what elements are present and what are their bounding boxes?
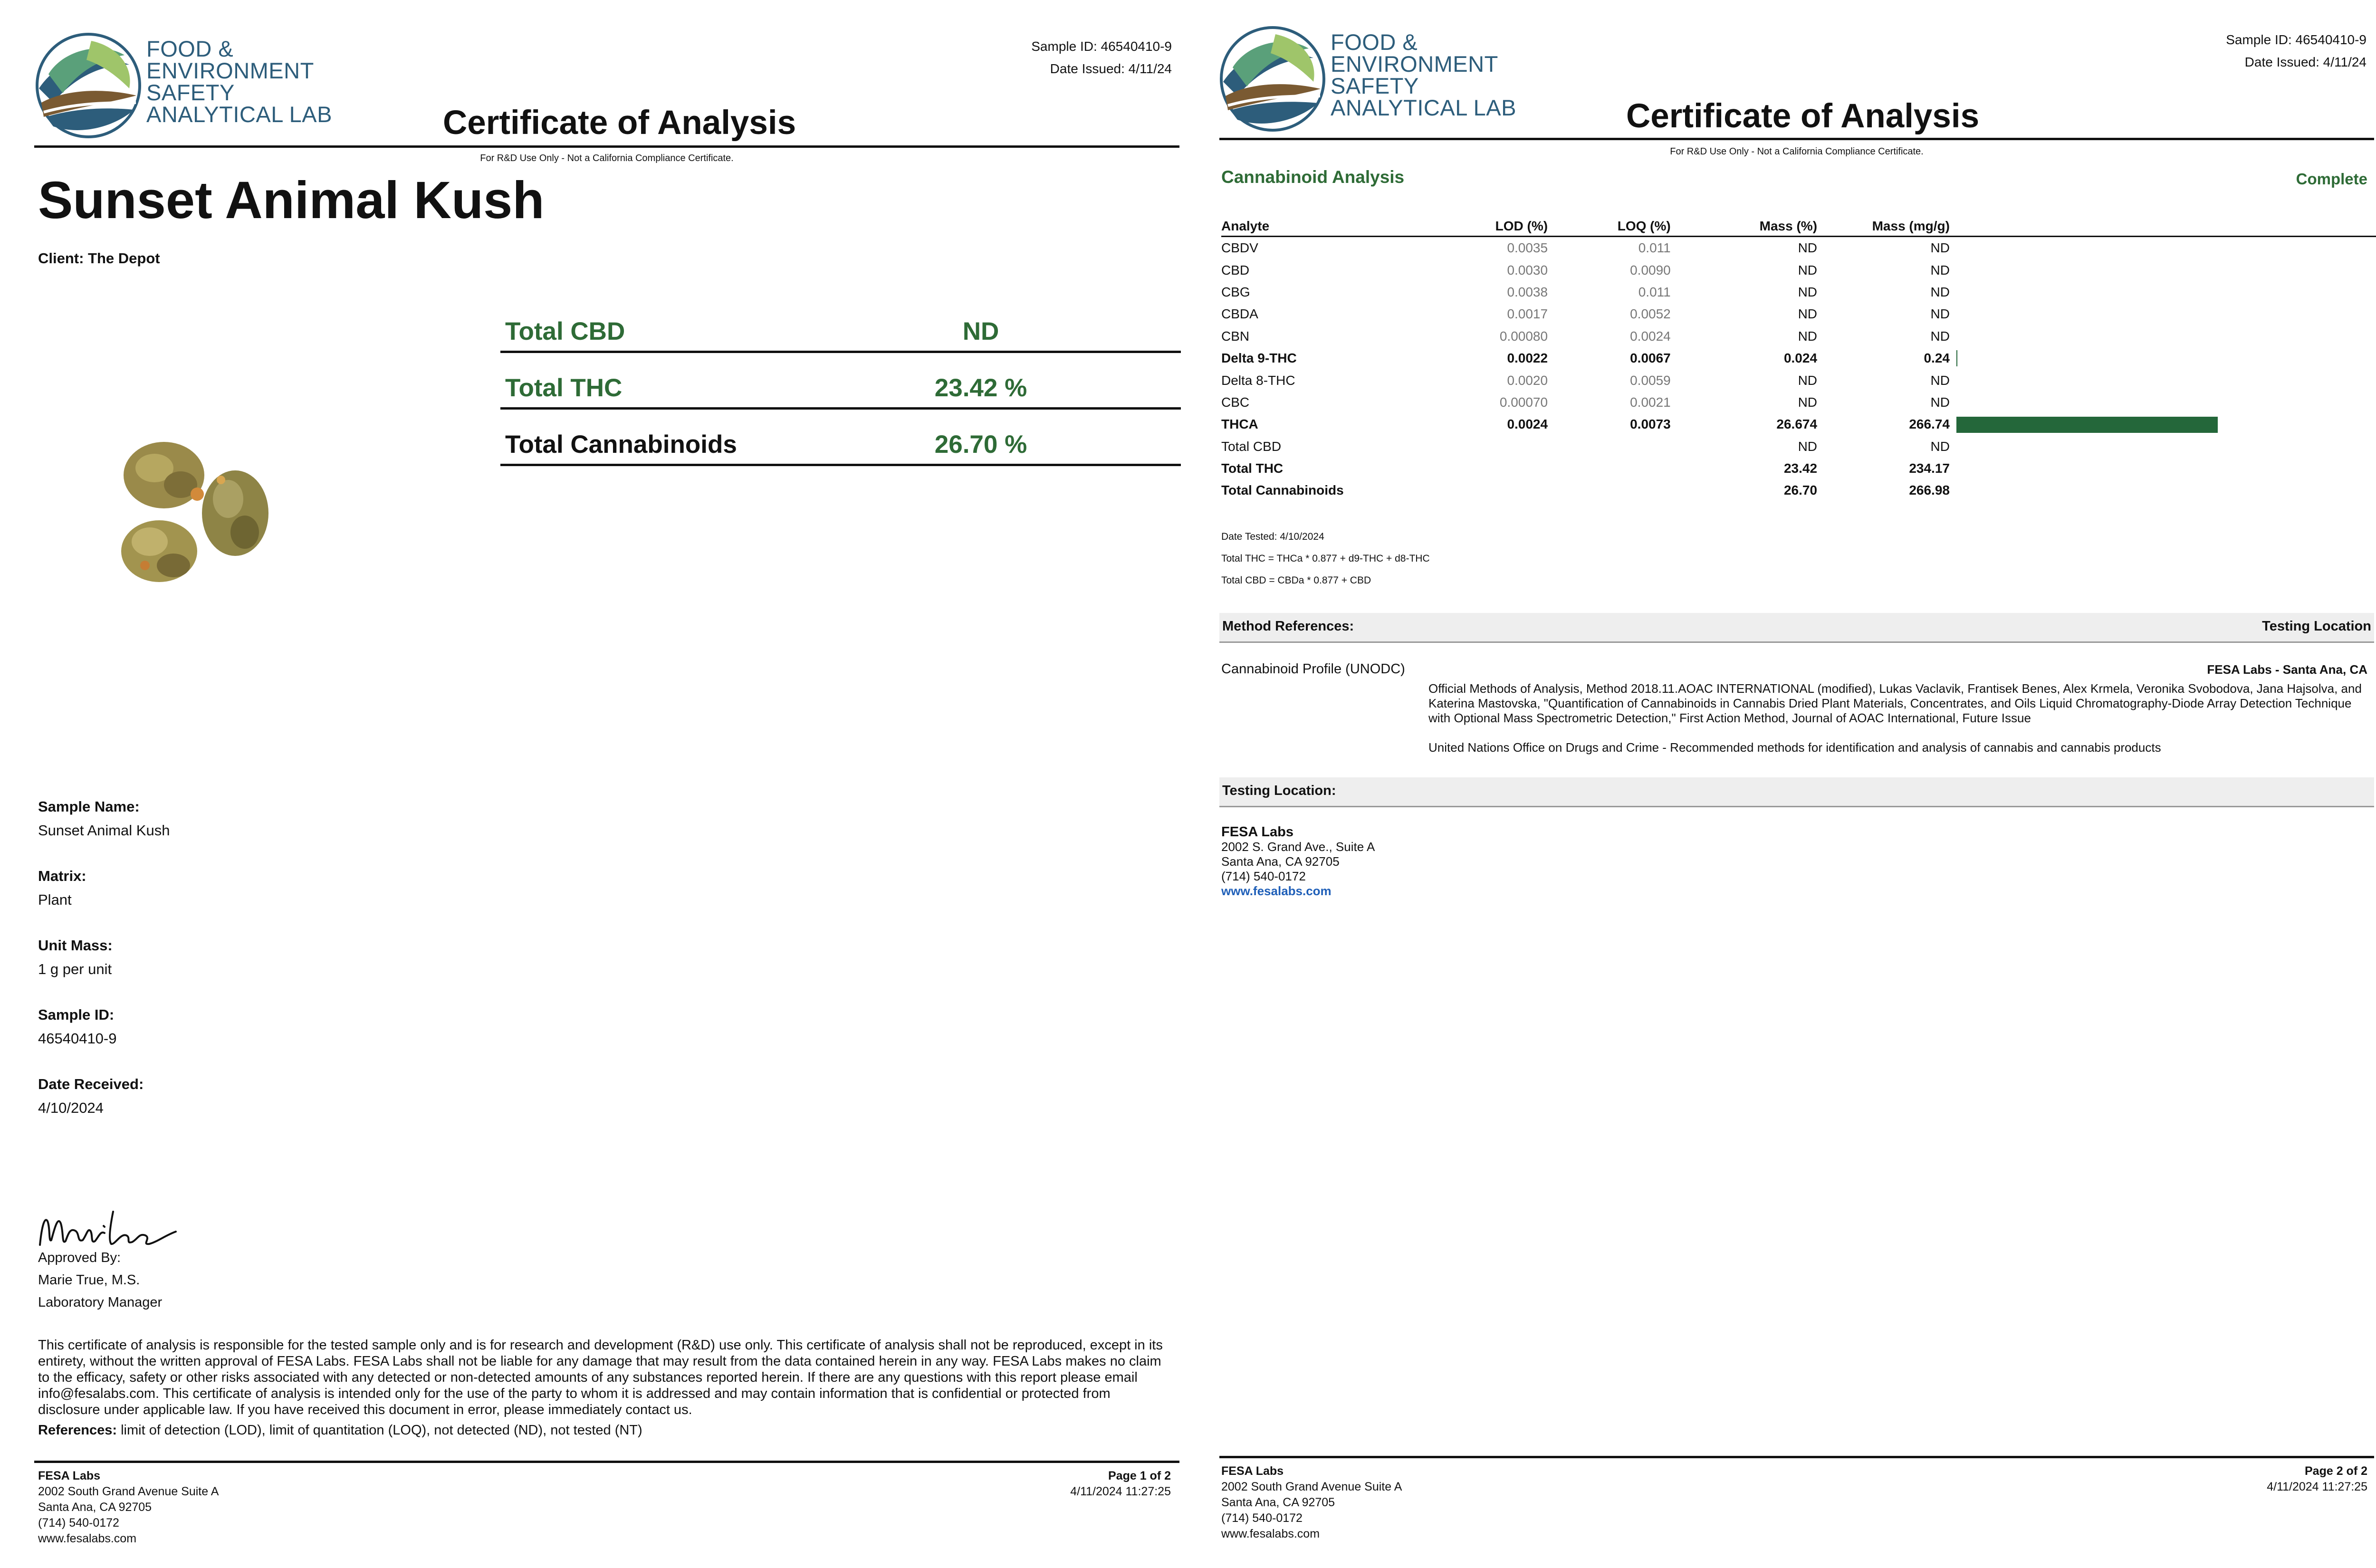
mass-mg-cell: ND [1930, 284, 1950, 299]
header-meta [2226, 29, 2366, 73]
bar-cell [1950, 369, 2376, 391]
summary-label: Total THC [505, 374, 623, 402]
mass-pct-cell: 23.42 [1783, 461, 1818, 476]
footer-page-info [2267, 1463, 2367, 1495]
header-divider [1219, 138, 2374, 140]
method-name: Cannabinoid Profile (UNODC) [1221, 661, 1405, 677]
info-label-date-received: Date Received: [38, 1076, 144, 1092]
lod-cell: 0.0022 [1507, 351, 1548, 366]
info-value-sample-name: Sunset Animal Kush [38, 822, 170, 839]
header-meta [1031, 35, 1172, 80]
bar-cell [1950, 259, 2376, 281]
loq-cell [1548, 458, 1671, 479]
mass-pct-cell: ND [1798, 240, 1818, 256]
col-lod: LOD (%) [1486, 217, 1548, 237]
footer-phone: (714) 540-0172 [1221, 1511, 1303, 1525]
mass-pct-cell: ND [1798, 394, 1818, 410]
method-reference-1: Official Methods of Analysis, Method 2018.11.AOAC INTERNATIONAL (modified), Lukas Vaclavik, Frantisek Benes, Alex Krmela, Veronika Svobodova, Jana Hajsolva, and Katerina Mastovska, "Quantification of Cannabinoids in Cannabis Dried Plant Materials, Concentrates, and Oils Liquid Chromatography-Diode Array Detection Technique with Optional Mass Spectrometric Detection," First Action Method, Journal of AOAC International, Future Issue [1428, 681, 2362, 725]
lod-cell [1486, 458, 1548, 479]
logo-line: FOOD & [1331, 29, 1418, 55]
bar-cell [1950, 413, 2376, 435]
analyte-cell: CBG [1221, 284, 1250, 299]
loq-cell: 0.0059 [1630, 373, 1671, 388]
references-line [38, 1423, 642, 1438]
approver-title: Laboratory Manager [38, 1295, 163, 1310]
analyte-cell: CBDA [1221, 306, 1258, 322]
table-row [1221, 237, 2376, 259]
lod-cell: 0.0017 [1507, 306, 1548, 322]
bar-cell [1950, 436, 2376, 458]
footer-street: 2002 South Grand Avenue Suite A [38, 1485, 219, 1498]
page-title: Certificate of Analysis [443, 104, 796, 142]
summary-row-total-thc [500, 353, 1181, 410]
mass-pct-cell: ND [1798, 373, 1818, 388]
method-references-label: Method References: [1222, 619, 1354, 634]
table-row [1221, 259, 2376, 281]
table-row [1221, 479, 2376, 501]
footer-website[interactable]: www.fesalabs.com [38, 1532, 137, 1545]
mass-mg-cell: ND [1930, 394, 1950, 410]
lod-cell: 0.00070 [1499, 394, 1548, 410]
compliance-note: For R&D Use Only - Not a California Compliance Certificate. [480, 153, 734, 163]
mass-mg-cell: ND [1930, 306, 1950, 322]
mass-pct-cell: ND [1798, 284, 1818, 299]
location-website-link[interactable]: www.fesalabs.com [1221, 884, 1332, 898]
lod-cell: 0.0020 [1507, 373, 1548, 388]
info-value-sample-id: 46540410-9 [38, 1030, 117, 1047]
info-label-unit-mass: Unit Mass: [38, 937, 113, 954]
loq-cell: 0.0067 [1630, 351, 1671, 366]
loq-cell: 0.0090 [1630, 262, 1671, 277]
table-row [1221, 369, 2376, 391]
lod-cell: 0.0038 [1507, 284, 1548, 299]
sample-id-label: Sample ID: 46540410-9 [2226, 32, 2366, 47]
mass-mg-cell: ND [1930, 240, 1950, 256]
formula-total-cbd: Total CBD = CBDa * 0.877 + CBD [1221, 575, 1371, 586]
references-label: References: [38, 1423, 117, 1438]
lod-cell: 0.0035 [1507, 240, 1548, 256]
mass-pct-cell: ND [1798, 328, 1818, 344]
summary-row-total-cbd [500, 296, 1181, 353]
mass-pct-cell: ND [1798, 306, 1818, 322]
lab-logo [1218, 25, 1516, 143]
footer-page-info [1070, 1468, 1171, 1500]
analyte-cell: Delta 9-THC [1221, 351, 1297, 366]
method-location: FESA Labs - Santa Ana, CA [2207, 662, 2367, 677]
date-tested: Date Tested: 4/10/2024 [1221, 531, 1324, 542]
product-name: Sunset Animal Kush [38, 171, 545, 229]
mass-pct-cell: 0.024 [1783, 351, 1818, 366]
loq-cell [1548, 436, 1671, 458]
mass-mg-cell: ND [1930, 373, 1950, 388]
mass-mg-cell: ND [1930, 328, 1950, 344]
location-city: Santa Ana, CA 92705 [1221, 854, 1340, 869]
mass-mg-cell: ND [1930, 262, 1950, 277]
analyte-cell: Total Cannabinoids [1221, 483, 1344, 498]
col-bar [1950, 217, 2376, 237]
mass-mg-cell: ND [1930, 439, 1950, 454]
footer-street: 2002 South Grand Avenue Suite A [1221, 1480, 1402, 1493]
table-row [1221, 458, 2376, 479]
mass-pct-cell: 26.70 [1783, 483, 1818, 498]
logo-line: SAFETY [146, 80, 235, 105]
location-street: 2002 S. Grand Ave., Suite A [1221, 840, 1375, 854]
bar-cell [1950, 392, 2376, 413]
summary-label: Total CBD [505, 317, 625, 345]
footer-address [38, 1468, 219, 1547]
table-header-row [1221, 217, 2376, 237]
table-row [1221, 413, 2376, 435]
table-row [1221, 303, 2376, 325]
info-value-matrix: Plant [38, 891, 72, 908]
logo-line: ENVIRONMENT [146, 58, 314, 83]
logo-line: ANALYTICAL LAB [1331, 95, 1516, 120]
lod-cell: 0.0030 [1507, 262, 1548, 277]
page-number: Page 1 of 2 [1108, 1469, 1171, 1482]
analyte-cell: Total CBD [1221, 439, 1282, 454]
bar-cell [1950, 458, 2376, 479]
testing-location-header: Testing Location [2262, 619, 2371, 634]
table-row [1221, 436, 2376, 458]
info-label-sample-name: Sample Name: [38, 798, 140, 815]
col-mass-pct: Mass (%) [1671, 217, 1817, 237]
analyte-cell: CBD [1221, 262, 1250, 277]
compliance-note: For R&D Use Only - Not a California Compliance Certificate. [1670, 146, 1924, 157]
mass-mg-cell: 266.98 [1909, 483, 1950, 498]
summary-value: 23.42 % [934, 374, 1027, 402]
loq-cell: 0.0052 [1630, 306, 1671, 322]
analyte-cell: Total THC [1221, 461, 1284, 476]
approved-by-label: Approved By: [38, 1250, 121, 1265]
lab-logo-icon [34, 31, 143, 140]
logo-line: ANALYTICAL LAB [146, 102, 332, 127]
references-text: limit of detection (LOD), limit of quantitation (LOQ), not detected (ND), not tested (NT) [117, 1423, 642, 1438]
logo-line: ENVIRONMENT [1331, 51, 1498, 76]
cannabinoid-rows [1221, 237, 2376, 502]
analysis-status: Complete [2296, 170, 2367, 188]
testing-location-address [1221, 825, 1375, 899]
footer-city: Santa Ana, CA 92705 [1221, 1496, 1335, 1509]
summary-value: ND [962, 317, 999, 345]
bar-cell [1950, 281, 2376, 303]
footer-divider [34, 1461, 1179, 1463]
method-reference-2: United Nations Office on Drugs and Crime - Recommended methods for identification and analysis of cannabis and cannabis products [1428, 740, 2161, 755]
logo-line: FOOD & [146, 36, 234, 61]
loq-cell: 0.011 [1638, 284, 1671, 299]
page-number: Page 2 of 2 [2305, 1464, 2367, 1478]
lab-logo-text [146, 38, 332, 125]
testing-location-section [1219, 777, 2374, 807]
info-label-sample-id: Sample ID: [38, 1006, 115, 1023]
lod-cell: 0.00080 [1499, 328, 1548, 344]
summary-value: 26.70 % [934, 430, 1027, 459]
footer-city: Santa Ana, CA 92705 [38, 1501, 152, 1514]
mass-mg-cell: 266.74 [1909, 417, 1950, 432]
mass-pct-cell: 26.674 [1776, 417, 1818, 432]
header-divider [34, 145, 1179, 148]
lod-cell [1486, 436, 1548, 458]
location-phone: (714) 540-0172 [1221, 869, 1306, 883]
testing-location-label: Testing Location: [1222, 783, 1336, 798]
mass-pct-cell: ND [1798, 262, 1818, 277]
sample-id-label: Sample ID: 46540410-9 [1031, 39, 1172, 54]
formula-total-thc: Total THC = THCa * 0.877 + d9-THC + d8-THC [1221, 553, 1430, 564]
footer-divider [1219, 1456, 2374, 1458]
cannabinoid-table [1221, 217, 2376, 502]
footer-lab-name: FESA Labs [1221, 1464, 1284, 1478]
location-name: FESA Labs [1221, 824, 1294, 840]
disclaimer-text: This certificate of analysis is responsible for the tested sample only and is for research and development (R&D) use only. This certificate of analysis shall not be reproduced, except in its entirety, without the written approval of FESA Labs. FESA Labs shall not be liable for any damage that may result from the data contained herein in any way. FESA Labs makes no claim to the efficacy, safety or other risks associated with any detected or non-detected amounts of any substances reported herein. If there are any questions with this report please email info@fesalabs.com. This certificate of analysis is intended only for the use of the party to whom it is addressed and may contain information that is confidential or protected from disclosure under applicable law. If you have received this document in error, please immediately contact us. [38, 1338, 1163, 1417]
logo-line: SAFETY [1331, 73, 1419, 98]
lab-logo-icon [1218, 25, 1327, 133]
concentration-bar [1956, 417, 2218, 433]
bar-cell [1950, 479, 2376, 501]
analyte-cell: CBDV [1221, 240, 1258, 256]
cannabinoid-section-title: Cannabinoid Analysis [1221, 167, 1405, 187]
method-references-header [1219, 613, 2374, 643]
analyte-cell: CBC [1221, 394, 1250, 410]
approval-block [38, 1247, 162, 1314]
certificate-page-2 [1195, 0, 2376, 1568]
footer-website[interactable]: www.fesalabs.com [1221, 1527, 1320, 1540]
analyte-cell: CBN [1221, 328, 1250, 344]
col-mass-mg: Mass (mg/g) [1817, 217, 1950, 237]
footer-address [1221, 1463, 1402, 1542]
loq-cell: 0.011 [1638, 240, 1671, 256]
table-row [1221, 392, 2376, 413]
summary-row-total-cannabinoids [500, 410, 1181, 466]
footer-phone: (714) 540-0172 [38, 1516, 119, 1530]
date-issued-label: Date Issued: 4/11/24 [1050, 61, 1172, 76]
loq-cell: 0.0073 [1630, 417, 1671, 432]
loq-cell: 0.0021 [1630, 394, 1671, 410]
footer-timestamp: 4/11/2024 11:27:25 [2267, 1480, 2367, 1493]
table-row [1221, 325, 2376, 347]
approver-name: Marie True, M.S. [38, 1272, 140, 1288]
table-row [1221, 281, 2376, 303]
mass-pct-cell: ND [1798, 439, 1818, 454]
col-analyte: Analyte [1221, 217, 1486, 237]
bar-cell [1950, 303, 2376, 325]
bar-cell [1950, 325, 2376, 347]
mass-mg-cell: 234.17 [1909, 461, 1950, 476]
analyte-cell: Delta 8-THC [1221, 373, 1295, 388]
concentration-bar [1956, 350, 1957, 366]
bar-cell [1950, 237, 2376, 259]
client-name: Client: The Depot [38, 250, 160, 267]
info-value-date-received: 4/10/2024 [38, 1100, 104, 1116]
lod-cell [1486, 479, 1548, 501]
product-photo [102, 423, 292, 603]
table-row [1221, 347, 2376, 369]
loq-cell [1548, 479, 1671, 501]
analyte-cell: THCA [1221, 417, 1258, 432]
mass-mg-cell: 0.24 [1924, 351, 1950, 366]
footer-lab-name: FESA Labs [38, 1469, 101, 1482]
lab-logo [34, 31, 332, 150]
lod-cell: 0.0024 [1507, 417, 1548, 432]
col-loq: LOQ (%) [1548, 217, 1671, 237]
footer-timestamp: 4/11/2024 11:27:25 [1070, 1485, 1171, 1498]
summary-label: Total Cannabinoids [505, 430, 737, 459]
info-value-unit-mass: 1 g per unit [38, 961, 112, 977]
page-title: Certificate of Analysis [1626, 97, 1980, 135]
date-issued-label: Date Issued: 4/11/24 [2244, 55, 2366, 69]
bar-cell [1950, 347, 2376, 369]
info-label-matrix: Matrix: [38, 868, 86, 884]
lab-logo-text [1331, 31, 1516, 119]
loq-cell: 0.0024 [1630, 328, 1671, 344]
